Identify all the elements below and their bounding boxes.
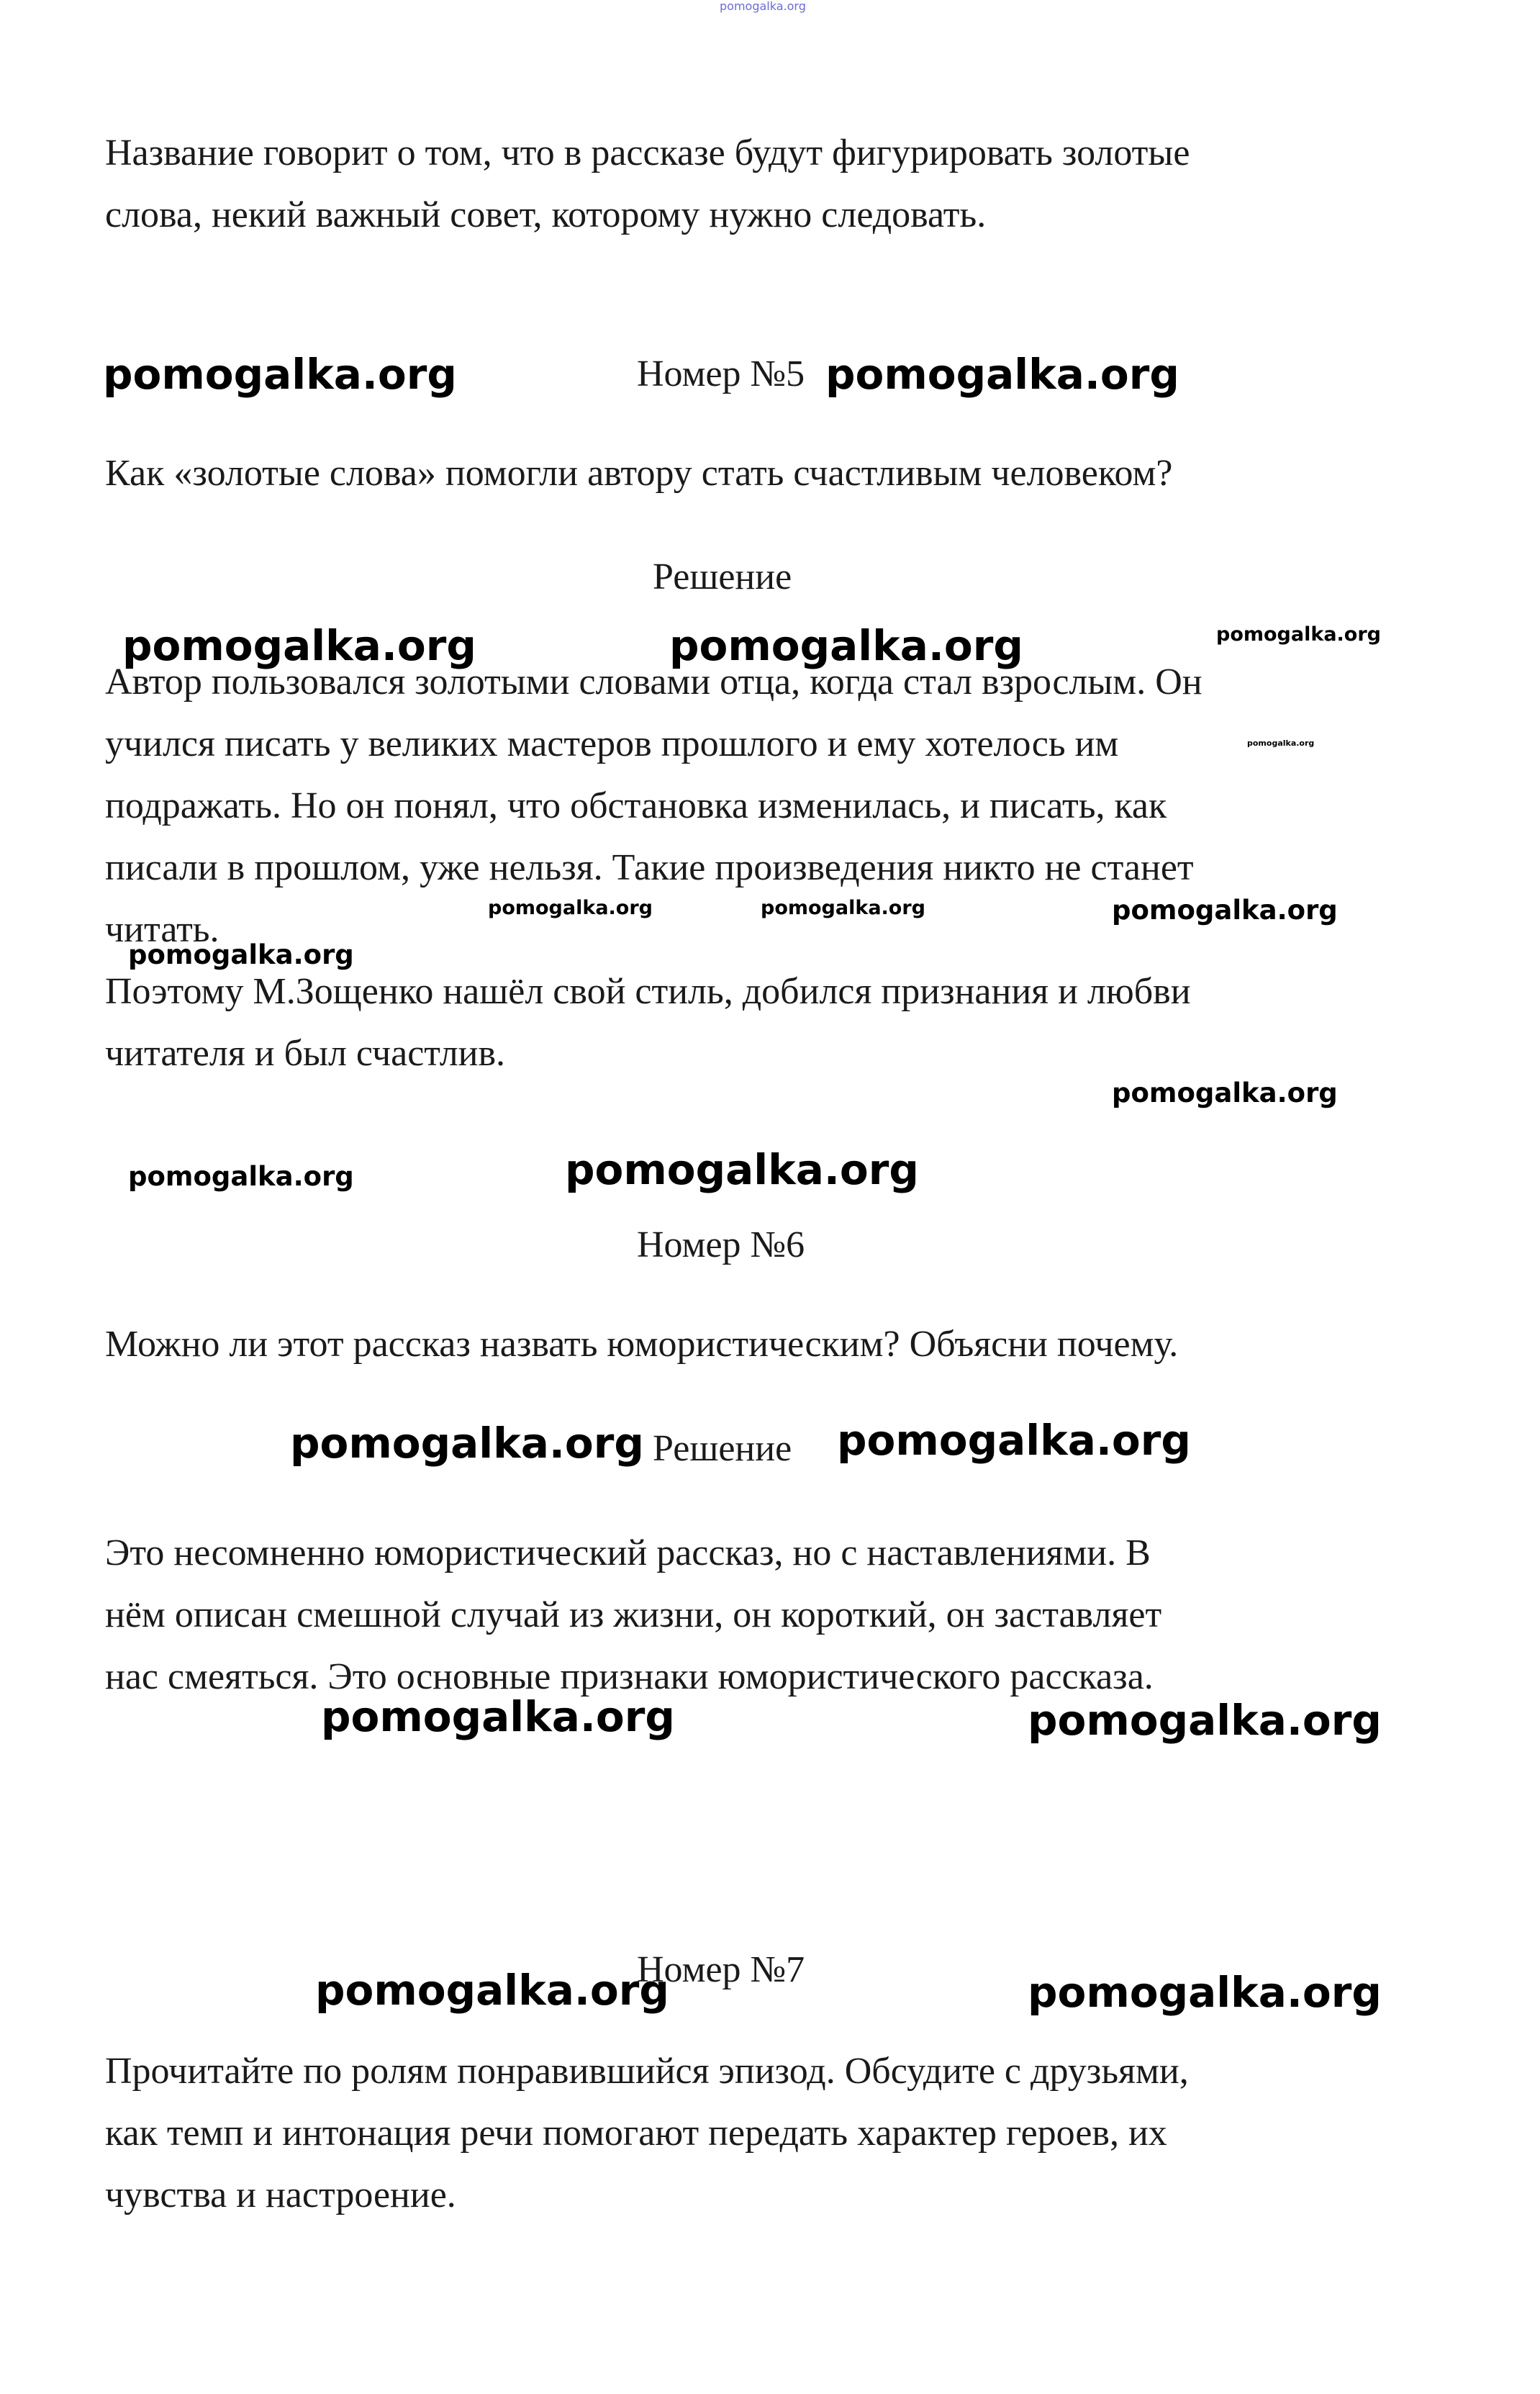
- watermark: pomogalka.org: [488, 897, 653, 919]
- watermark: pomogalka.org: [669, 621, 1023, 670]
- text-line: Прочитайте по ролям понравившийся эпизод. Обсудите с друзьями,: [105, 2051, 1189, 2092]
- watermark: pomogalka.org: [128, 1161, 354, 1192]
- intro-paragraph: [105, 122, 1372, 246]
- watermark: pomogalka.org: [315, 1966, 669, 2015]
- task5-question: [105, 443, 1372, 505]
- text-line: нём описан смешной случай из жизни, он короткий, он заставляет: [105, 1594, 1162, 1635]
- task5-number: Номер №5: [637, 353, 805, 394]
- text-line: Автор пользовался золотыми словами отца, когда стал взрослым. Он: [105, 661, 1202, 703]
- watermark: pomogalka.org: [1028, 1968, 1382, 2017]
- text-line: Название говорит о том, что в рассказе будут фигурировать золотые: [105, 132, 1190, 173]
- text-line: учился писать у великих мастеров прошлого и ему хотелось им: [105, 723, 1119, 764]
- text-line: писали в прошлом, уже нельзя. Такие произведения никто не станет: [105, 847, 1194, 888]
- task6-question: [105, 1314, 1372, 1376]
- watermark: pomogalka.org: [321, 1692, 675, 1741]
- watermark: pomogalka.org: [103, 350, 457, 399]
- text-line: слова, некий важный совет, которому нужно следовать.: [105, 194, 987, 235]
- task5-solution-label: Решение: [653, 556, 792, 597]
- task6-solution-label: Решение: [653, 1428, 792, 1469]
- watermark: pomogalka.org: [825, 350, 1179, 399]
- text-line: как темп и интонация речи помогают передать характер героев, их: [105, 2113, 1167, 2154]
- task7-number: Номер №7: [637, 1949, 805, 1990]
- text-line: подражать. Но он понял, что обстановка изменилась, и писать, как: [105, 785, 1167, 826]
- text-line: читателя и был счастлив.: [105, 1033, 506, 1074]
- watermark: pomogalka.org: [837, 1416, 1191, 1465]
- text-line: читать.: [105, 909, 219, 950]
- task5-answer-part2: [105, 961, 1372, 1085]
- text-line: Поэтому М.Зощенко нашёл свой стиль, добился признания и любви: [105, 971, 1191, 1012]
- task7-question: [105, 2041, 1372, 2226]
- text-line: Как «золотые слова» помогли автору стать счастливым человеком?: [105, 453, 1173, 494]
- watermark: pomogalka.org: [1216, 623, 1381, 646]
- watermark: pomogalka.org: [565, 1145, 919, 1194]
- text-line: чувства и настроение.: [105, 2174, 456, 2215]
- watermark: pomogalka.org: [1028, 1696, 1382, 1745]
- watermark: pomogalka.org: [761, 897, 925, 919]
- text-line: нас смеяться. Это основные признаки юмористического рассказа.: [105, 1656, 1154, 1697]
- watermark: pomogalka.org: [122, 621, 476, 670]
- watermark: pomogalka.org: [128, 939, 354, 970]
- watermark: pomogalka.org: [1112, 1078, 1338, 1108]
- text-line: Это несомненно юмористический рассказ, но с наставлениями. В: [105, 1532, 1151, 1573]
- watermark: pomogalka.org: [1112, 895, 1338, 926]
- watermark: pomogalka.org: [1247, 738, 1315, 748]
- text-line: Можно ли этот рассказ назвать юмористическим? Объясни почему.: [105, 1324, 1179, 1365]
- watermark-top: pomogalka.org: [720, 0, 806, 13]
- task6-answer: [105, 1522, 1372, 1708]
- watermark: pomogalka.org: [290, 1419, 644, 1468]
- task6-number: Номер №6: [637, 1224, 805, 1265]
